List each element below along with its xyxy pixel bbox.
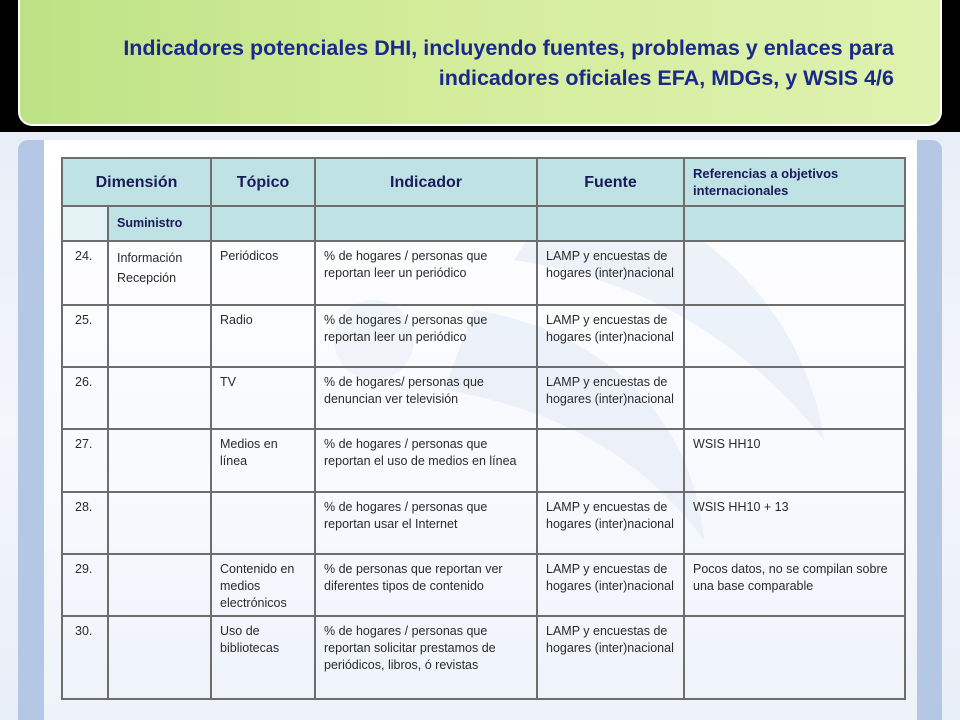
row-references: WSIS HH10 (684, 429, 905, 492)
title-box (18, 0, 942, 126)
row-dimension (108, 305, 211, 367)
row-source: LAMP y encuestas de hogares (inter)nacional (537, 367, 684, 429)
row-dimension (108, 554, 211, 616)
row-indicator: % de personas que reportan ver diferentes tipos de contenido (315, 554, 537, 616)
row-dimension: Información Recepción (108, 241, 211, 305)
row-references: Pocos datos, no se compilan sobre una base comparable (684, 554, 905, 616)
row-indicator: % de hogares / personas que reportan usar el Internet (315, 492, 537, 554)
row-source: LAMP y encuestas de hogares (inter)nacional (537, 241, 684, 305)
subheader-cell (211, 206, 315, 241)
row-topic: Contenido en medios electrónicos (211, 554, 315, 616)
row-source: LAMP y encuestas de hogares (inter)nacional (537, 616, 684, 699)
row-number: 29. (62, 554, 108, 616)
row-dimension (108, 429, 211, 492)
subheader-num-cell (62, 206, 108, 241)
row-references (684, 616, 905, 699)
slide-title: Indicadores potenciales DHI, incluyendo fuentes, problemas y enlaces para indicadores oficiales EFA, MDGs, y WSIS 4/6 (123, 36, 894, 90)
row-indicator: % de hogares / personas que reportan leer un periódico (315, 241, 537, 305)
row-source: LAMP y encuestas de hogares (inter)nacional (537, 492, 684, 554)
header-references: Referencias a objetivos internacionales (684, 158, 905, 206)
row-number: 27. (62, 429, 108, 492)
row-indicator: % de hogares / personas que reportan solicitar prestamos de periódicos, libros, ó revistas (315, 616, 537, 699)
header-topic: Tópico (211, 158, 315, 206)
header-source: Fuente (537, 158, 684, 206)
row-source (537, 429, 684, 492)
row-topic: Uso de bibliotecas (211, 616, 315, 699)
row-topic: Periódicos (211, 241, 315, 305)
table-row (62, 241, 905, 305)
row-references (684, 367, 905, 429)
row-dimension (108, 616, 211, 699)
header-indicator: Indicador (315, 158, 537, 206)
row-indicator: % de hogares / personas que reportan leer un periódico (315, 305, 537, 367)
row-references (684, 241, 905, 305)
row-dimension (108, 367, 211, 429)
table-row (62, 554, 905, 616)
row-number: 24. (62, 241, 108, 305)
subheader-row (62, 206, 905, 241)
row-dimension (108, 492, 211, 554)
row-topic (211, 492, 315, 554)
table-row (62, 305, 905, 367)
row-number: 30. (62, 616, 108, 699)
row-source: LAMP y encuestas de hogares (inter)nacional (537, 554, 684, 616)
row-source: LAMP y encuestas de hogares (inter)nacional (537, 305, 684, 367)
row-topic: TV (211, 367, 315, 429)
subheader-cell (684, 206, 905, 241)
table-row (62, 429, 905, 492)
row-references (684, 305, 905, 367)
table-row (62, 367, 905, 429)
subheader-cell (537, 206, 684, 241)
subheader-label: Suministro (108, 206, 211, 241)
subheader-cell (315, 206, 537, 241)
row-number: 26. (62, 367, 108, 429)
row-number: 28. (62, 492, 108, 554)
row-topic: Radio (211, 305, 315, 367)
indicators-table (61, 157, 906, 700)
row-references: WSIS HH10 + 13 (684, 492, 905, 554)
row-topic: Medios en línea (211, 429, 315, 492)
header-dimension: Dimensión (62, 158, 211, 206)
row-number: 25. (62, 305, 108, 367)
table-row (62, 616, 905, 699)
table-header-row (62, 158, 905, 206)
row-indicator: % de hogares/ personas que denuncian ver televisión (315, 367, 537, 429)
table-row (62, 492, 905, 554)
row-indicator: % de hogares / personas que reportan el uso de medios en línea (315, 429, 537, 492)
